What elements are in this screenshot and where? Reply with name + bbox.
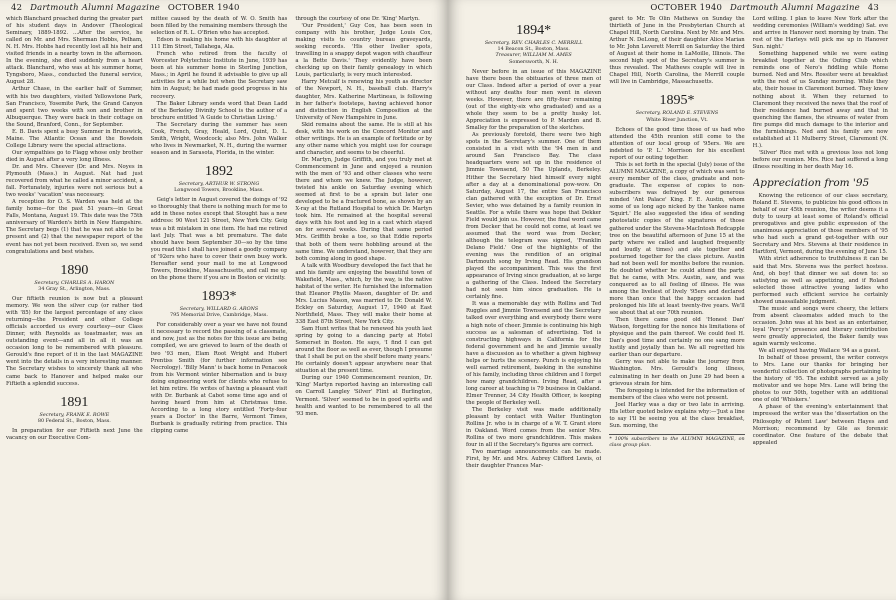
class-year-heading: 1893* — [201, 288, 237, 304]
paragraph: The Secretary during the summer has seen Cook, French, Gray, Heald, Lord, Quint, D. L. Smith, Wright, Woodcock; also Mrs. John Walker who lives in Newmarket, N. H., during the warmer season and in Sarasota, Florida, in the winter. — [150, 121, 288, 156]
left-column-2 — [151, 16, 288, 594]
paragraph: The foregoing is intended for the information of members of the class who were not present. — [609, 387, 745, 401]
paragraph: Two marriage announcements can be made. First, by Mr. and Mrs. Aubrey Clifford Lewis, of their daughter Frances Mar- — [466, 449, 602, 470]
class-secretary: Secretary, ARTHUR W. STRONG — [178, 180, 260, 187]
right-running-head — [645, 3, 884, 13]
right-column-2 — [609, 16, 744, 594]
paragraph: mittee caused by the death of W. O. Smith has been filled by the remaining members through the selection of R. L. O'Brien who has accepted. — [150, 16, 288, 37]
right-issue-date: OCTOBER 1940 — [650, 3, 723, 13]
left-column-1 — [6, 16, 143, 594]
paragraph: Dr. Martyn, Judge Griffith, and you truly met at Commencement in June and enjoyed a reunion with the men of '93 and other classes who were there and whom we knew. The Judge, however, twisted his ankle on Saturday evening which seemed at first to be a sprain but later one developed to be a fractured bone, as shown by an X-ray at the Rutland Hospital to which Dr. Martyn took him. He remained at the hospital several days with his foot and leg in a cast which stayed on for several weeks. During that same period Mrs. Griffith broke a toe, so that Eddie reports that both of them were hobbling around at the same time. We understand, however, that they are both coming along in good shape. — [295, 156, 433, 262]
right-column-3 — [753, 16, 888, 594]
paragraph: Skid remains about the same. He is still at his desk, with his work on the Concord Monitor and other writings. He is an example of fortitude or by any other name which you might use for courage and character, and seems to be cheerful. — [295, 121, 433, 156]
left-running-head — [6, 3, 245, 13]
left-page-number: 42 — [11, 3, 23, 13]
left-issue-date: OCTOBER 1940 — [167, 3, 240, 13]
paragraph: This is set forth in the special (July) issue of the ALUMNI MAGAZINE, a copy of which was sent to every member of the class, graduate and non-graduate. The expense of copies to non-subscribers was defrayed by our generous minded 'Ant Palace' King. F. E. Austin, whom some of us long ago nicked by the Yankee name 'Squirt.' He also suggested the idea of sending photostatic copies of the signatures of those gathered under the Stevens-MacIntosh Redcapple tree on the beautiful afternoon of June 15 at the party where we called and laughed frequently and loudly at times) and ate together and posturned together for the class picture. Austin had not been well for months before the reunion. He doubted whether he could attend the party. But he came, with Mrs. Austin, saw, and was conquered as to all feeling of illness. He was among the liveliest of lively '95ers and declared more than once that the happy occasion had prolonged his life at least twenty-five years. We'll see about that at our 70th reunion. — [609, 162, 745, 317]
class-secretary: Secretary, FRANK E. ROWE — [39, 411, 110, 418]
class-year-heading: 1895* — [659, 93, 695, 109]
paragraph: garet to Mr. Te Olin Mathews on Sunday the thirtieth of June in the Presbyterian Church at Chapel Hill, North Carolina. Next by Mr. and Mrs. Arthur N. DeLong, of their daughter Alice Marian to Mr. John Leverett Merrill on Saturday the third of August at their home in LaMoille, Illinois. The second high spot of the Secretary's summer is thus revealed. The Mathews couple will live in Chapel Hill, North Carolina, the Merrill couple will live in Cambridge, Massachusetts. — [609, 16, 745, 86]
class-year-heading: 1894* — [516, 23, 552, 38]
paragraph: Arthur Chase, in the earlier half of Summer, with his two daughters, visited Yellowstone Park, San Francisco, Yosemite Park, the Grand Canyon and spent two weeks with son and brother in Albuquerque. They were back in their cottage on the Sound, Branford, Conn., for September. — [6, 86, 143, 128]
secretary-address: White River Junction, Vt. — [646, 116, 708, 123]
right-page — [448, 0, 896, 600]
paragraph: Lord willing. I plan to leave New York after the wedding ceremonies (William's wedding) Sat. eve and arrive in Hanover next morning by train. The rest of the Harleys will pick me up in Hanover Sun. night.' — [752, 16, 888, 51]
left-columns — [6, 16, 432, 594]
paragraph: As previously foretold, there were two high spots in the Secretary's summer. One of them consisted in a visit with the '94 men in and around San Francisco Bay. The class headquarters were set up in the residence of Jimmie Townsend, 50 The Uplands, Berkeley. Hither the Secretary hied himself every night after a day at a denominational pow-wow. On Saturday, August 17, the entire San Francisco clan gathered with the exception of Dr. Ernst Sevier, who was detained by a family reunion in Seattle. For a while there was hope that Dekker Field would join us. However, the final word came from Decker that he could not come, at least we assumed that the word was from Decker, although the telegram was signed, 'Franklin Delano Field.' One of the highlights of the evening was the rendition of an original Dartmouth song by Irving Read. His grandson played the accompaniment. This was the first appearance of Irving since graduation, at so large a gathering of the Class. Indeed the Secretary had not seen him since graduation. He is certainly fine. — [466, 132, 602, 301]
class-secretary: Secretary, CHARLES A. HARON — [34, 279, 115, 286]
right-columns — [466, 16, 888, 594]
paragraph: Joel Harley was a day or two late in arriving. His letter quoted below explains why:—'Just a line to say I'll be seeing you at the class breakfast, Sun. morning, the — [609, 401, 745, 429]
paragraph: Edson is making his home with his daughter at 111 Elm Street, Tallahega, Ala. — [150, 37, 288, 51]
class-secretary: Secretary, REV. CHARLES C. MERRILL — [484, 40, 583, 46]
right-page-number: 43 — [867, 3, 879, 13]
paragraph: A talk with Woodbury developed the fact that he and his family are enjoying the beautiful town of Wakefield, Mass., which, by the way, is the native habitat of the writer. He furnished the information that Eleanor Phyllis Mason, daughter of Dr. and Mrs. Lucius Mason, was married to Dr. Donald W. Eckley on Saturday, August 17, 1940 at East Northfield, Mass. They will make their home at 338 East 87th Street, New York City. — [295, 262, 433, 326]
paragraph: A reception for O. S. Warden was held at the family home—for the past 51 years—in Great Falls, Montana, August 19. This date was the 75th anniversary of Warden's birth in New Hampshire. The Secretary begs (1) that he was not able to be present and (2) that the newspaper report of the event has not yet been received. Even so, we send congratulations and best wishes. — [6, 199, 143, 255]
footnote: * 100% subscribers to the ALUMNI MAGAZINE, on class group plan. — [609, 434, 744, 449]
secretary-address: 14 Beacon St., Boston, Mass. — [497, 46, 570, 53]
paragraph: Knowing the reticence of our class secretary, Roland E. Stevens, to publicize his good offices in behalf of our 45th reunion, the writer deems it a duty to usurp at least some of Roland's official prerogatives and give public expression of the unanimous appreciation of those members of '95 who had such a grand get-together with our Secretary and Mrs. Stevens at their residence in Hartford, Vermont, during the evening of June 15. — [752, 193, 888, 256]
paragraph: Something happened while we were eating breakfast together at the Outing Club which reminds one of Nero's fiddling while Rome burned. Ned and Mrs. Rossiter were at breakfast with the rest of us Sunday morning. While they ate, their house in Claremont burned. They knew nothing about it. When they returned to Claremont they received the news that the roof of their residence had burned away and that in quenching the flames, the streams of water from fire pumps did much damage to the interior and the furnishings. Ned and his family are now established at 11 Mulberry Street, Claremont (N. H.). — [752, 51, 888, 149]
secretary-address: 795 Memorial Drive, Cambridge, Mass. — [170, 312, 268, 319]
paragraph: Never before in an issue of this MAGAZINE have there been the obituaries of three men of our Class. Indeed after a period of over a year without any deaths four men went in eleven weeks. However, there are fifty-four remaining (out of the eighty-six who graduated) and as a whole they seem to be a pretty husky lot. Appreciation is expressed to P. Marden and B. Smalley for the preparation of the sketches. — [466, 68, 602, 132]
class-year-heading: 1891 — [60, 394, 89, 410]
paragraph: In behalf of those present, the writer conveys to Mrs. Lane our thanks for bringing her wonderful collection of photographs pertaining to the history of '95. The exhibit served as a jolly motivator and we hope Mrs. Lane will bring the photos to our 50th, together with an additional one of old 'Whiskers.' — [752, 355, 888, 404]
paragraph: Our fiftieth reunion is now but a pleasant memory. We won the silver cup (or rather tied with '85) for the largest percentage of any class returning—the President and other College officials accorded us every courtesy—our Class Dinner, with Reynolds as toastmaster, was an outstanding event—and all in all it was an occasion long to be remembered with pleasure. Gerould's fine report of it in the last MAGAZINE went into the details in a very interesting manner. The Secretary wishes to sincerely thank all who came back to Hanover and helped make our Fiftieth a splendid success. — [6, 296, 143, 387]
paragraph: We all enjoyed having Wallace '94 as a guest. — [758, 348, 881, 355]
paragraph: The music and songs were cheery, the letters from absent classmates added much to the occasion. John was at his best as an entertainer, loyal 'Percy's' presence and literary contribution were greatly appreciated, the Baker family was again warmly welcome. — [752, 305, 888, 348]
right-column-1 — [466, 16, 601, 594]
secretary-address: 34 Gray St., Arlington, Mass. — [38, 285, 111, 292]
paragraph: Geig's letter in August covered the doings of '92 so thoroughly that there is nothing much for me to add in these notes except that Stought has a new address: 90 West 121 Street, New York City. Geig was a bit mistaken in one item. He had me retired last July. That was a bit premature. The date should have been September 30—so by the time you read this I shall have joined a goodly company of '92ers who have to cover their own busy work. Hereafter send your mail to me at Longwood Towers, Brookline, Massachusetts, and call me up on the phone there if you are in Boston or vicinity. — [150, 197, 288, 281]
paragraph: With strict adherence to truthfulness it can be said that Mrs. Stevens was the perfect hostess. And, oh boy! that dinner we sat down to: so satisfying as well as appetizing, and if Roland selected those attractive young ladies who performed such efficient service he certainly showed unassailable judgment. — [752, 256, 888, 305]
class-year-heading: 1892 — [205, 163, 233, 179]
paragraph: Echoes of the good time those of us had who attended the 45th reunion still come to the attention of our local group of '95ers. We are indebted to 'P. L.' Morrison for his excellent report of our outing together. — [609, 126, 745, 162]
paragraph: Dr. and Mrs. Cheever (Dr. and Mrs. Noyes in Plymouth (Mass.) in August. Nat had just recovered from what he called a minor accident, a fall. Fortunately, injuries were not serious but a two weeks' 'vacation' was necessary. — [6, 163, 143, 199]
paragraph: Our sympathies go to Flagg whose only brother died in August after a very long illness. — [6, 149, 143, 163]
paragraph: 'Silver' Rice met with a grevious loss not long before our reunion. Mrs. Rice had suffered a long illness resulting in her death May 16. — [752, 149, 888, 170]
secretary-address: 80 Federal St., Boston, Mass. — [37, 417, 111, 424]
paragraph: Then there came good old 'Honest Dan' Watson, forgetting for the nonce his limitations of physique and the pain thereof. We could feel H. Dan's good time and certainly no one sang more lustily and joyially than he. We all regretted his earlier than our departure. — [609, 317, 745, 359]
right-magazine-title: Dartmouth Alumni Magazine — [730, 3, 860, 13]
class-secretary: Secretary, WILLARD G. ARONS — [179, 305, 259, 312]
paragraph: During our 1940 Commencement reunion, Dr. 'King' Martyn reported having an interesting call on Carroll Langley 'Silver' Flint at Burlington, Vermont. 'Silver' seemed to be in good spirits and health and wanted to be remembered to all the '93 men. — [295, 375, 433, 417]
paragraph: It was a memorable day with Rollins and Ted Ruggles and Jimmie Townsend and the Secretary talked over everything and everybody there were a high note of cheer. Jimmie is continuing his high success as a salesman of advertising. Ted is constructing highways in California for the federal government and he and Jimmie usually have a discussion as to whether a given highway helps or hurts the scenery. Punch is enjoying his well earned retirement, basking in the sunshine of his family, including three children and I forget how many grandchildren. Irving Read, after a long career at teaching is 79 business in Oakland. Elmer Trenner, 34 City Health Officer, is keeping the people of Berkeley well. — [466, 301, 602, 407]
section-heading: Appreciation from '95 — [752, 177, 870, 190]
class-treasurer: Treasurer, WILLIAM M. AMES — [495, 52, 572, 59]
paragraph: 'Our President,' Guy Cox, has been seen in company with his brother, Judge Louis Cox, making visits to country bureau graveyards, seeking records. 'His other livelier spots, travelling in a snappy depot wagon with chauffeur a la Bette Davis.' They evidently have been checking up on their family genealogy in which Louis, particularly, is very much interested. — [295, 23, 433, 79]
paragraph: The Berkeley visit was made additionally pleasant by contact with Walter Huntington Rollins Jr. who is in charge of a W. T. Grant store in Oakland. Word comes from the senior Mrs. Rollins of two more grandchildren. This makes four in all if the Secretary's figures are correct. — [466, 407, 602, 449]
paragraph: In preparation for our Fiftieth next June the vacancy on our Executive Com- — [6, 428, 143, 442]
paragraph: French who retired from the faculty of Worcester Polytechnic Institute in June, 1939 has been at his summer home in Sterling Junction, Mass.; in April he found it advisable to give up all activities for a while but when the Secretary saw him in August; he had made good progress in his recovery. — [150, 51, 288, 100]
paragraph: Sam Hunt writes that he renewed his youth last spring by going to a dancing party at Hotel Somerset in Boston. He says, 'I find I can get around the floor as well as ever, though I presume that I shall be put on the shelf before many years.' He certainly doesn't appear anywhere near that situation at the present time. — [295, 326, 433, 375]
paragraph: which Blanchard preached during the greater part of his student days in Andover (Theological Seminary, 1889-1892. ...After the service, he called on Mr. and Mrs. Sherman Hobbs, Pelham, N. H. Mrs. Hobbs had recently lost all his heir and visited friends in a nearby town in the afternoon. In the evening, she died suddenly from a heart attack. Blanchard, who was at his summer home, Tyngsboro, Mass., conducted the funeral service, August 28. — [6, 16, 143, 86]
treasurer-address: Somersworth, N. H. — [509, 58, 559, 65]
paragraph: Gerry was not able to make the journey from Washington. Mrs. Gerould's long illness, culminating in her death on June 29 had been a grievous strain for him. — [609, 359, 745, 387]
paragraph: E. B. Davis spent a busy Summer in Brunswick, Maine. The Atlantic Ocean and the Bowdoin College Library were the special attractions. — [6, 128, 143, 149]
class-secretary: Secretary, ROLAND E. STEVENS — [635, 110, 719, 117]
paragraph: through the courtesy of one Dr. 'King' Martyn. — [295, 16, 420, 22]
class-year-heading: 1890 — [60, 262, 89, 278]
left-column-3 — [295, 16, 432, 594]
paragraph: The Baker Library sends word that Dean Ladd of the Berkeley Divinity School is the author of a brochure entitled 'A Guide to Christian Living.' — [150, 100, 288, 121]
paragraph: Harry Metcalf is renewing his youth as director of the Newport, N. H., baseball club. Harry's daughter, Mrs. Katherine Martineau, is following in her father's footsteps, having achieved honor and distinction in English Composition at the University of New Hampshire in June. — [295, 79, 433, 121]
left-magazine-title: Dartmouth Alumni Magazine — [30, 3, 160, 13]
paragraph: A phase of the evening's entertainment that impressed the writer was the 'dissertation on the Philosophy of Patent Law' between Hayes and Morrison; recommend by Gile as forensic coordinator. One feature of the debate that appealed — [752, 404, 888, 446]
paragraph: For considerably over a year we have not found it necessary to record the passing of a classmate, and now, just as the notes for this issue are being compiled, we are grieved to learn of the death of two '93 men, Elam Root Wright and Hubert Prentiss Smith (for further information see Necrology). 'Billy Mann' is back home in Penacook from his Vermont winter hibernation and is busy doing engineering work for clients who refuse to let him retire. He writes of having a pleasant visit with Dr. Burbank at Cabot some time ago and of having heard from him at Christmas time. According to a long story entitled 'Forty-four years a Doctor' in the Barre, Vermont Times, Burbank is gradually retiring from practice. This clipping came — [150, 322, 288, 435]
secretary-address: Longwood Towers, Brookline, Mass. — [174, 187, 264, 194]
